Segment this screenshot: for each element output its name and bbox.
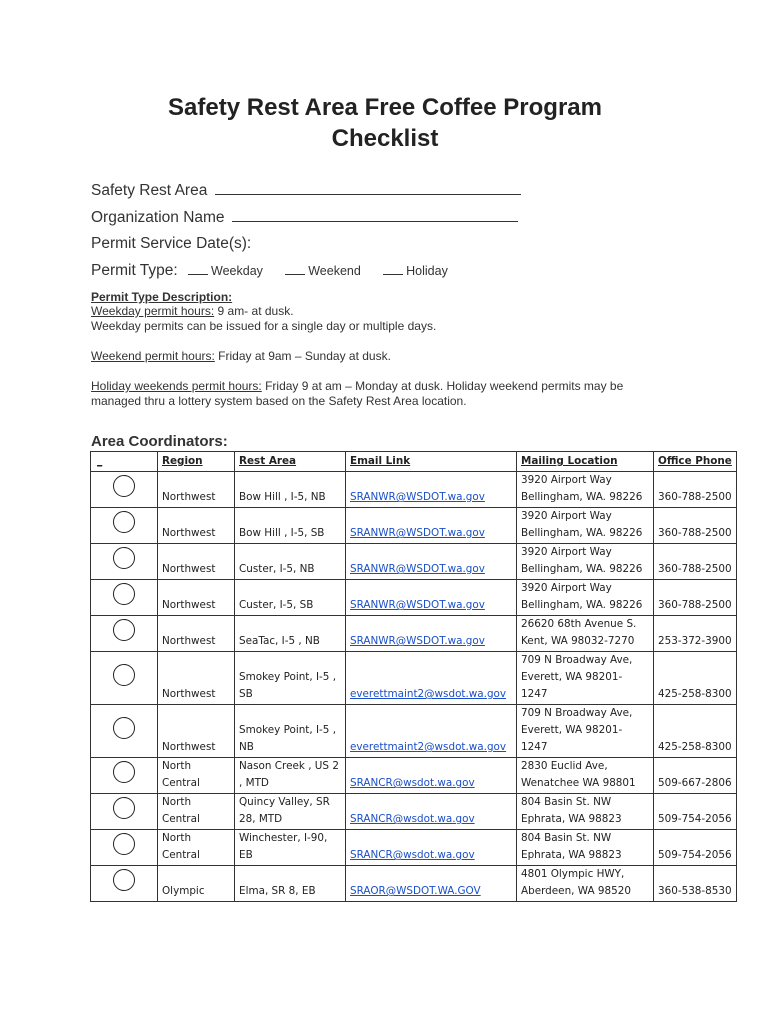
permit-type-row xyxy=(91,262,448,280)
region-cell xyxy=(158,705,235,758)
permit-type-label: Permit Type: xyxy=(91,262,178,279)
mailing-cell-line: 1247 xyxy=(521,688,548,700)
mailing-cell-line: Wenatchee WA 98801 xyxy=(521,777,636,789)
rest-area-cell xyxy=(235,866,346,902)
rest-area-cell xyxy=(235,830,346,866)
rest-area-blank[interactable] xyxy=(215,180,521,195)
rest-area-cell xyxy=(235,472,346,508)
region-cell xyxy=(158,508,235,544)
region-cell-line xyxy=(162,580,230,597)
weekend-hours-line xyxy=(91,349,391,364)
phone-cell: 425-258-8300 xyxy=(654,705,737,758)
rest-area-cell xyxy=(235,705,346,758)
weekend-label: Weekend xyxy=(308,264,361,278)
rest-area-cell-line: EB xyxy=(239,849,253,861)
rest-area-cell-line: Elma, SR 8, EB xyxy=(239,885,316,897)
region-cell-line: North xyxy=(162,832,192,844)
mailing-cell-line: 3920 Airport Way xyxy=(521,546,612,558)
service-dates-label: Permit Service Date(s): xyxy=(91,235,252,252)
select-cell xyxy=(91,830,158,866)
select-cell xyxy=(91,794,158,830)
email-link[interactable]: SRANWR@WSDOT.wa.gov xyxy=(346,544,517,580)
holiday-note: managed thru a lottery system based on the Safety Rest Area location. xyxy=(91,394,467,408)
radio-button[interactable] xyxy=(113,761,135,783)
phone-column-header: Office Phone xyxy=(654,452,737,472)
mailing-cell xyxy=(517,830,654,866)
weekday-hours-value: 9 am- at dusk. xyxy=(214,304,294,318)
radio-button[interactable] xyxy=(113,547,135,569)
mailing-cell-line: 709 N Broadway Ave, xyxy=(521,707,633,719)
region-cell-line xyxy=(162,472,230,489)
email-link[interactable]: SRANWR@WSDOT.wa.gov xyxy=(346,472,517,508)
organization-blank[interactable] xyxy=(232,207,518,222)
select-cell xyxy=(91,705,158,758)
region-cell-line: Northwest xyxy=(162,688,216,700)
weekend-hours-label: Weekend permit hours: xyxy=(91,349,215,363)
select-cell xyxy=(91,472,158,508)
radio-button[interactable] xyxy=(113,619,135,641)
select-cell xyxy=(91,616,158,652)
rest-area-cell-line: SeaTac, I-5 , NB xyxy=(239,635,320,647)
rest-area-cell-line xyxy=(239,580,341,597)
mailing-cell-line: Aberdeen, WA 98520 xyxy=(521,885,631,897)
region-cell-line xyxy=(162,669,230,686)
table-row xyxy=(91,580,737,616)
radio-button[interactable] xyxy=(113,717,135,739)
radio-button[interactable] xyxy=(113,797,135,819)
select-cell xyxy=(91,652,158,705)
rest-area-cell-line: Custer, I-5, NB xyxy=(239,563,315,575)
mailing-cell xyxy=(517,758,654,794)
description-heading xyxy=(91,290,232,305)
mailing-cell xyxy=(517,472,654,508)
table-row xyxy=(91,866,737,902)
table-row xyxy=(91,758,737,794)
mailing-cell xyxy=(517,794,654,830)
mailing-cell-line: 2830 Euclid Ave, xyxy=(521,760,608,772)
mailing-cell-line: 804 Basin St. NW xyxy=(521,796,612,808)
mailing-cell-line: 4801 Olympic HWY, xyxy=(521,868,625,880)
rest-area-label: Safety Rest Area xyxy=(91,182,208,199)
mailing-cell-line: Bellingham, WA. 98226 xyxy=(521,563,643,575)
rest-area-cell-line: SB xyxy=(239,688,253,700)
region-cell-line: North xyxy=(162,796,192,808)
region-cell xyxy=(158,544,235,580)
mailing-cell-line: Bellingham, WA. 98226 xyxy=(521,527,643,539)
rest-area-cell xyxy=(235,508,346,544)
region-cell-line: Northwest xyxy=(162,563,216,575)
region-cell-line: Northwest xyxy=(162,599,216,611)
select-cell xyxy=(91,508,158,544)
region-cell-line xyxy=(162,508,230,525)
email-link[interactable]: SRANWR@WSDOT.wa.gov xyxy=(346,616,517,652)
phone-cell: 360-788-2500 xyxy=(654,508,737,544)
weekday-hours-line xyxy=(91,304,294,319)
title-line-1: Safety Rest Area Free Coffee Program xyxy=(168,94,602,121)
permit-option-weekday[interactable] xyxy=(188,264,263,278)
mailing-cell-line: 3920 Airport Way xyxy=(521,510,612,522)
rest-area-cell-line xyxy=(239,508,341,525)
weekday-blank[interactable] xyxy=(188,264,208,275)
radio-button[interactable] xyxy=(113,869,135,891)
email-link[interactable]: SRANWR@WSDOT.wa.gov xyxy=(346,580,517,616)
select-cell xyxy=(91,866,158,902)
radio-button[interactable] xyxy=(113,475,135,497)
rest-area-cell-line: Nason Creek , US 2 xyxy=(239,760,339,772)
rest-area-cell-line xyxy=(239,705,341,722)
region-cell-line: Northwest xyxy=(162,741,216,753)
radio-button[interactable] xyxy=(113,583,135,605)
holiday-hours-line xyxy=(91,379,623,394)
region-cell xyxy=(158,866,235,902)
rest-area-cell-line: NB xyxy=(239,741,254,753)
mailing-column-header: Mailing Location xyxy=(517,452,654,472)
mailing-cell xyxy=(517,866,654,902)
email-column-header: Email Link xyxy=(346,452,517,472)
phone-cell: 360-788-2500 xyxy=(654,544,737,580)
coordinators-table xyxy=(90,451,737,902)
region-cell-line: North xyxy=(162,760,192,772)
region-cell xyxy=(158,472,235,508)
mailing-cell-line: Everett, WA 98201- xyxy=(521,724,623,736)
region-cell xyxy=(158,830,235,866)
description-heading-text: Permit Type Description: xyxy=(91,290,233,304)
phone-cell: 425-258-8300 xyxy=(654,652,737,705)
radio-button[interactable] xyxy=(113,511,135,533)
rest-area-cell xyxy=(235,652,346,705)
weekend-blank[interactable] xyxy=(285,264,305,275)
region-cell xyxy=(158,794,235,830)
mailing-cell-line: 3920 Airport Way xyxy=(521,474,612,486)
rest-area-cell-line: Smokey Point, I-5 , xyxy=(239,724,337,736)
mailing-cell-line: Ephrata, WA 98823 xyxy=(521,813,622,825)
service-dates-field[interactable] xyxy=(91,235,251,253)
rest-area-cell-line: Quincy Valley, SR xyxy=(239,796,330,808)
rest-area-cell-line xyxy=(239,472,341,489)
rest-area-cell xyxy=(235,616,346,652)
email-link[interactable]: SRANWR@WSDOT.wa.gov xyxy=(346,508,517,544)
mailing-cell-line: Kent, WA 98032-7270 xyxy=(521,635,635,647)
mailing-cell-line: 26620 68th Avenue S. xyxy=(521,618,637,630)
region-cell xyxy=(158,616,235,652)
region-cell-line: Olympic xyxy=(162,885,205,897)
region-cell-line: Northwest xyxy=(162,527,216,539)
mailing-cell xyxy=(517,616,654,652)
phone-cell: 360-788-2500 xyxy=(654,472,737,508)
document-title xyxy=(0,92,770,154)
region-cell-line: Northwest xyxy=(162,491,216,503)
holiday-blank[interactable] xyxy=(383,264,403,275)
area-coordinators-heading: Area Coordinators: xyxy=(91,433,228,450)
region-cell xyxy=(158,758,235,794)
mailing-cell xyxy=(517,508,654,544)
region-cell-line xyxy=(162,866,230,883)
organization-label: Organization Name xyxy=(91,209,225,226)
mailing-cell-line: 804 Basin St. NW xyxy=(521,832,612,844)
select-cell xyxy=(91,758,158,794)
region-cell-line: Central xyxy=(162,777,200,789)
table-row xyxy=(91,616,737,652)
mailing-cell-line: Bellingham, WA. 98226 xyxy=(521,599,643,611)
region-cell-line: Central xyxy=(162,813,200,825)
email-link[interactable]: everettmaint2@wsdot.wa.gov xyxy=(346,652,517,705)
table-header-row xyxy=(91,452,737,472)
phone-cell: 509-754-2056 xyxy=(654,830,737,866)
rest-area-cell xyxy=(235,544,346,580)
rest-area-cell xyxy=(235,758,346,794)
rest-area-cell-line xyxy=(239,866,341,883)
table-row xyxy=(91,472,737,508)
region-cell-line: Central xyxy=(162,849,200,861)
radio-button[interactable] xyxy=(113,833,135,855)
phone-cell: 253-372-3900 xyxy=(654,616,737,652)
table-row xyxy=(91,794,737,830)
rest-area-cell-line: 28, MTD xyxy=(239,813,283,825)
region-column-header: Region xyxy=(158,452,235,472)
mailing-cell-line: 1247 xyxy=(521,741,548,753)
region-cell-line xyxy=(162,705,230,722)
rest-area-column-header: Rest Area xyxy=(235,452,346,472)
select-cell xyxy=(91,544,158,580)
weekday-label: Weekday xyxy=(211,264,263,278)
rest-area-cell-line: Winchester, I-90, xyxy=(239,832,328,844)
rest-area-cell-line xyxy=(239,652,341,669)
select-cell xyxy=(91,580,158,616)
rest-area-cell-line: Smokey Point, I-5 , xyxy=(239,671,337,683)
email-link[interactable]: SRANCR@wsdot.wa.gov xyxy=(346,794,517,830)
table-row xyxy=(91,652,737,705)
table-row xyxy=(91,508,737,544)
table-row xyxy=(91,544,737,580)
region-cell-line xyxy=(162,652,230,669)
rest-area-cell-line xyxy=(239,544,341,561)
rest-area-cell-line xyxy=(239,616,341,633)
email-link[interactable]: SRANCR@wsdot.wa.gov xyxy=(346,830,517,866)
rest-area-cell-line: , MTD xyxy=(239,777,269,789)
region-cell-line xyxy=(162,544,230,561)
mailing-cell xyxy=(517,580,654,616)
mailing-cell xyxy=(517,705,654,758)
organization-field[interactable] xyxy=(91,207,518,227)
holiday-hours-label: Holiday weekends permit hours: xyxy=(91,379,262,393)
mailing-cell xyxy=(517,652,654,705)
phone-cell: 360-538-8530 xyxy=(654,866,737,902)
email-link[interactable]: SRANCR@wsdot.wa.gov xyxy=(346,758,517,794)
table-row xyxy=(91,830,737,866)
permit-option-weekend[interactable] xyxy=(285,264,361,278)
title-line-2: Checklist xyxy=(331,125,439,152)
permit-option-holiday[interactable] xyxy=(383,264,448,278)
weekday-hours-label: Weekday permit hours: xyxy=(91,304,215,318)
rest-area-cell xyxy=(235,580,346,616)
select-column-header: _ xyxy=(91,452,158,472)
table-row xyxy=(91,705,737,758)
mailing-cell-line: Everett, WA 98201- xyxy=(521,671,623,683)
region-cell xyxy=(158,652,235,705)
mailing-cell-line: Ephrata, WA 98823 xyxy=(521,849,622,861)
holiday-label: Holiday xyxy=(406,264,448,278)
phone-cell: 509-754-2056 xyxy=(654,794,737,830)
rest-area-cell-line: Custer, I-5, SB xyxy=(239,599,314,611)
region-cell xyxy=(158,580,235,616)
mailing-cell-line: 709 N Broadway Ave, xyxy=(521,654,633,666)
weekend-hours-value: Friday at 9am – Sunday at dusk. xyxy=(214,349,391,363)
rest-area-field[interactable] xyxy=(91,180,521,200)
phone-cell: 360-788-2500 xyxy=(654,580,737,616)
mailing-cell-line: 3920 Airport Way xyxy=(521,582,612,594)
holiday-hours-value: Friday 9 at am – Monday at dusk. Holiday weekend permits may be xyxy=(261,379,624,393)
rest-area-cell-line: Bow Hill , I-5, SB xyxy=(239,527,325,539)
phone-cell: 509-667-2806 xyxy=(654,758,737,794)
radio-button[interactable] xyxy=(113,664,135,686)
mailing-cell xyxy=(517,544,654,580)
email-link[interactable]: SRAOR@WSDOT.WA.GOV xyxy=(346,866,517,902)
mailing-cell-line: Bellingham, WA. 98226 xyxy=(521,491,643,503)
region-cell-line: Northwest xyxy=(162,635,216,647)
region-cell-line xyxy=(162,616,230,633)
email-link[interactable]: everettmaint2@wsdot.wa.gov xyxy=(346,705,517,758)
rest-area-cell xyxy=(235,794,346,830)
rest-area-cell-line: Bow Hill , I-5, NB xyxy=(239,491,326,503)
region-cell-line xyxy=(162,722,230,739)
weekday-note: Weekday permits can be issued for a single day or multiple days. xyxy=(91,319,437,333)
